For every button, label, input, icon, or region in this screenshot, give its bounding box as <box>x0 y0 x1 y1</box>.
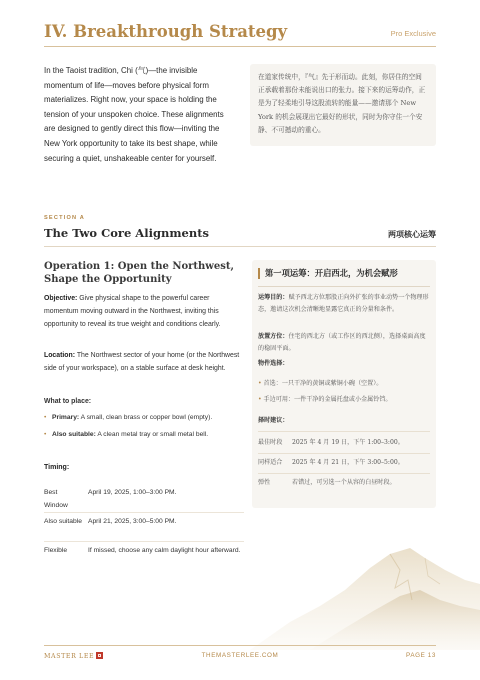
section-title: The Two Core Alignments <box>44 226 210 240</box>
timing-divider <box>44 541 244 542</box>
card-items-heading <box>258 358 430 370</box>
mountain-illustration <box>250 510 480 650</box>
card-timing-row <box>258 457 430 470</box>
page-header <box>44 20 436 48</box>
footer-divider <box>44 645 436 646</box>
bullet-text: A small, clean brass or copper bowl (empty). <box>80 414 213 421</box>
timing-divider <box>44 512 244 513</box>
chinese-card <box>252 260 436 508</box>
card-items-label: 物件选择： <box>258 360 289 367</box>
timing-heading: Timing: <box>44 464 70 471</box>
card-timing-divider <box>258 431 430 432</box>
card-timing-heading <box>258 415 430 427</box>
card-timing-key: 最佳时段 <box>258 439 283 446</box>
page-title: IV. Breakthrough Strategy <box>44 22 288 41</box>
footer-website[interactable]: THEMASTERLEE.COM <box>201 652 279 659</box>
list-item <box>44 412 244 425</box>
bullet-icon: • <box>44 430 47 438</box>
card-divider <box>258 286 430 287</box>
card-timing-value: 2025 年 4 月 19 日，下午 1:00–3:00。 <box>292 439 404 446</box>
objective-label: Objective: <box>44 295 78 302</box>
timing-key: Also suitable <box>44 518 82 525</box>
card-timing-row <box>258 477 430 490</box>
card-timing-value: 2025 年 4 月 21 日，下午 3:00–5:00。 <box>292 459 404 466</box>
bullet-text: A clean metal tray or small metal bell. <box>97 430 209 438</box>
card-timing-divider <box>258 473 430 474</box>
card-timing-key: 弹性 <box>258 479 271 486</box>
intro-chinese-box <box>250 64 436 146</box>
brand-name: MASTER LEE <box>44 653 95 660</box>
bullet-icon: • <box>44 414 47 421</box>
card-timing-value: 若错过，可另选一个从容的白昼时段。 <box>292 479 396 486</box>
card-timing-row <box>258 437 430 450</box>
timing-key: Flexible <box>44 547 68 554</box>
card-item-text: 手边可用：一件干净的金属托盘或小金属铃铛。 <box>263 396 392 403</box>
pro-exclusive-tag: Pro Exclusive <box>390 29 436 38</box>
header-divider <box>44 46 436 47</box>
list-item <box>44 429 244 442</box>
section-title-chinese: 两项核心运筹 <box>388 229 436 239</box>
list-item <box>258 394 430 406</box>
timing-value: April 19, 2025, 1:00–3:00 PM. <box>88 489 177 496</box>
intro-english: In the Taoist tradition, Chi (气)—the invisible momentum of life—moves before physical form materializes. Right now, your space is holding the tension of your unspoken choice. These alignments are designed to gently direct this flow—inviting the New York opportunity to take its best shape, while securing a quiet, unshakeable center for yourself. <box>44 66 224 163</box>
bullet-label: Primary: <box>52 414 80 421</box>
section-divider <box>44 246 436 247</box>
card-objective <box>258 292 430 317</box>
location-text: The Northwest sector of your home (or the Northwest side of your workspace), on a stable surface at desk height. <box>44 352 240 372</box>
location-paragraph <box>44 349 244 375</box>
what-to-place-heading: What to place: <box>44 398 92 405</box>
card-timing-divider <box>258 453 430 454</box>
timing-value: If missed, choose any calm daylight hour afterward. <box>88 547 241 554</box>
card-title: 第一项运筹：开启西北，为机会赋形 <box>258 268 398 279</box>
card-objective-text: 赋予西北方位那股正向外扩张的事业动势一个物理形态，邀请这次机会清晰地显露它真正的分量和条件。 <box>258 294 429 314</box>
bullet-icon: • <box>258 380 262 387</box>
card-objective-label: 运筹目的： <box>258 294 289 301</box>
objective-text: Give physical shape to the powerful career momentum moving outward in the Northwest, inviting this opportunity to reveal its true weight and conditions clearly. <box>44 295 221 328</box>
bullet-icon: • <box>258 396 262 403</box>
operation-title: Operation 1: Open the Northwest, Shape the Opportunity <box>44 261 235 285</box>
card-location-label: 放置方位： <box>258 333 289 340</box>
timing-key: Best Window <box>44 489 68 509</box>
card-timing-key: 同样适合 <box>258 459 283 466</box>
card-location <box>258 331 430 356</box>
bullet-label: Also suitable: <box>52 430 96 438</box>
objective-paragraph <box>44 292 244 331</box>
section-label: SECTION A <box>44 215 86 221</box>
list-item <box>258 378 430 390</box>
timing-value: April 21, 2025, 3:00–5:00 PM. <box>88 518 177 525</box>
page-number: PAGE 13 <box>406 652 436 659</box>
card-location-text: 住宅的西北方（或工作区的西北侧），选择桌面高度的稳固平面。 <box>258 333 426 353</box>
placement-list <box>44 412 244 442</box>
card-timing-label: 择时建议： <box>258 417 289 424</box>
card-item-text: 首选：一只干净的黄铜或紫铜小碗（空置）。 <box>263 380 383 387</box>
location-label: Location: <box>44 352 76 359</box>
intro-chinese: 在道家传统中，『气』先于形而动。此刻，你居住的空间正承载着那份未能说出口的张力。接下来的运筹动作，正是为了轻柔地引导这股流转的能量——邀请那个 New York 的机会展现出它最好的形状，同时为你守住一个安静、不可撼动的重心。 <box>258 73 426 134</box>
